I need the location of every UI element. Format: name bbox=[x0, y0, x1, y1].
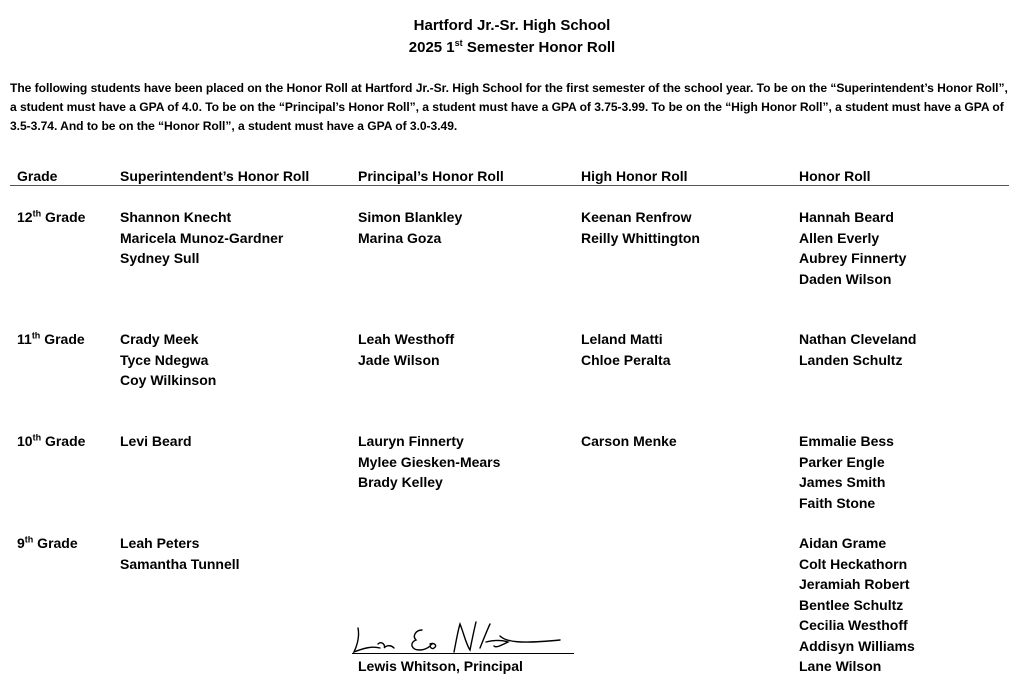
student-name: Aidan Grame bbox=[799, 535, 887, 551]
superintendent-list bbox=[120, 533, 240, 574]
header-superintendent: Superintendent’s Honor Roll bbox=[120, 168, 310, 184]
student-name: Shannon Knecht bbox=[120, 209, 232, 225]
student-name: Keenan Renfrow bbox=[581, 209, 692, 225]
student-name: Carson Menke bbox=[581, 433, 677, 449]
header-honor: Honor Roll bbox=[799, 168, 871, 184]
header-high-honor: High Honor Roll bbox=[581, 168, 688, 184]
student-name: Bentlee Schultz bbox=[799, 596, 904, 613]
superintendent-list bbox=[120, 431, 192, 452]
student-name: Aubrey Finnerty bbox=[799, 250, 907, 266]
column-headers bbox=[0, 168, 1024, 186]
student-name: Levi Beard bbox=[120, 433, 192, 449]
student-name: Daden Wilson bbox=[799, 270, 892, 287]
honor-list bbox=[799, 329, 916, 370]
school-title: Hartford Jr.-Sr. High School bbox=[413, 17, 611, 34]
student-name: Allen Everly bbox=[799, 229, 880, 246]
student-name: Mylee Giesken-Mears bbox=[358, 453, 501, 470]
student-name: Sydney Sull bbox=[120, 250, 200, 266]
student-name: Brady Kelley bbox=[358, 474, 443, 490]
honor-list bbox=[799, 431, 894, 513]
grade-label: 10th Grade bbox=[17, 432, 86, 449]
student-name: Samantha Tunnell bbox=[120, 555, 240, 572]
header-divider bbox=[10, 185, 1009, 186]
principal-signature bbox=[350, 618, 570, 658]
student-name: Reilly Whittington bbox=[581, 229, 700, 246]
student-name: Cecilia Westhoff bbox=[799, 617, 908, 633]
grade-label: 11th Grade bbox=[17, 330, 85, 347]
student-name: Jade Wilson bbox=[358, 351, 440, 368]
honor-list bbox=[799, 533, 915, 677]
header-grade: Grade bbox=[17, 168, 58, 184]
principal-list bbox=[358, 431, 500, 493]
student-name: Simon Blankley bbox=[358, 209, 463, 225]
student-name: Emmalie Bess bbox=[799, 433, 894, 449]
high-honor-list bbox=[581, 207, 700, 248]
intro-paragraph: The following students have been placed on the Honor Roll at Hartford Jr.-Sr. High School for the first semester of the school year. To be on the “Superintendent’s Honor Roll”, a student must have a GPA of 4.0. To be on the “Principal’s Honor Roll”, a student must have a GPA of 3.75-3.99. To be on the “High Honor Roll”, a student must have a GPA of 3.5-3.74. And to be on the “Honor Roll”, a student must have a GPA of 3.0-3.49. bbox=[10, 81, 1008, 133]
term-title: 2025 1st Semester Honor Roll bbox=[408, 38, 616, 56]
student-name: Faith Stone bbox=[799, 494, 876, 511]
signature-line bbox=[352, 653, 574, 654]
student-name: Landen Schultz bbox=[799, 351, 903, 368]
student-name: Parker Engle bbox=[799, 453, 885, 470]
student-name: Nathan Cleveland bbox=[799, 331, 917, 347]
header-principal: Principal’s Honor Roll bbox=[358, 168, 504, 184]
student-name: Lauryn Finnerty bbox=[358, 433, 464, 449]
student-name: Hannah Beard bbox=[799, 209, 894, 225]
student-name: Crady Meek bbox=[120, 331, 199, 347]
grade-label: 12th Grade bbox=[17, 208, 86, 225]
student-name: Jeramiah Robert bbox=[799, 576, 910, 592]
student-name: Lane Wilson bbox=[799, 658, 882, 674]
grade-label: 9th Grade bbox=[17, 534, 78, 551]
student-name: Maricela Munoz-Gardner bbox=[120, 229, 284, 246]
student-name: Coy Wilkinson bbox=[120, 372, 217, 388]
high-honor-list bbox=[581, 431, 677, 452]
principal-list bbox=[358, 329, 454, 370]
student-name: Leah Peters bbox=[120, 535, 200, 551]
high-honor-list bbox=[581, 329, 670, 370]
student-name: Chloe Peralta bbox=[581, 351, 671, 368]
student-name: James Smith bbox=[799, 474, 886, 490]
honor-list bbox=[799, 207, 906, 289]
student-name: Marina Goza bbox=[358, 229, 442, 246]
superintendent-list bbox=[120, 207, 283, 269]
student-name: Addisyn Williams bbox=[799, 637, 915, 654]
superintendent-list bbox=[120, 329, 216, 391]
student-name: Leah Westhoff bbox=[358, 331, 455, 347]
student-name: Colt Heckathorn bbox=[799, 555, 908, 572]
student-name: Tyce Ndegwa bbox=[120, 351, 209, 368]
principal-list bbox=[358, 207, 462, 248]
student-name: Leland Matti bbox=[581, 331, 663, 347]
signature-name: Lewis Whitson, Principal bbox=[358, 658, 523, 674]
